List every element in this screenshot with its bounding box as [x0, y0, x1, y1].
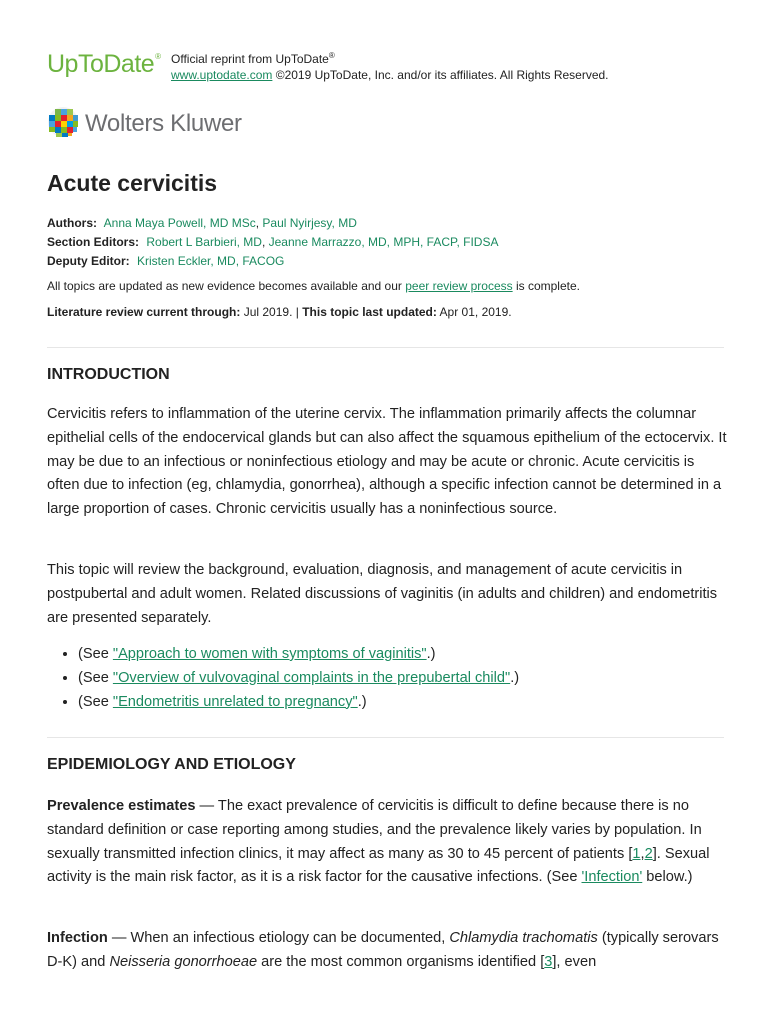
- infection-paragraph: [47, 927, 727, 975]
- prevalence-label: Prevalence estimates: [47, 798, 196, 814]
- last-updated-value: Apr 01, 2019.: [436, 305, 512, 319]
- organism-chlamydia: Chlamydia trachomatis: [449, 930, 598, 946]
- see-prefix: (See: [78, 669, 113, 686]
- see-prefix: (See: [78, 693, 113, 710]
- infection-text-2: (typically serovars D-K) and: [47, 930, 719, 970]
- reference-link-2[interactable]: 2: [644, 845, 653, 862]
- notice-text-end: is complete.: [512, 279, 580, 293]
- lit-review-value: Jul 2019. |: [240, 305, 303, 319]
- infection-text-3: are the most common organisms identified [: [257, 953, 545, 970]
- deputy-editor-label: Deputy Editor:: [47, 254, 130, 268]
- section-editor-link[interactable]: Robert L Barbieri, MD: [146, 235, 262, 249]
- wolters-kluwer-wordmark: Wolters Kluwer: [85, 110, 242, 137]
- infection-section-link[interactable]: 'Infection': [581, 869, 643, 886]
- intro-paragraph-1: Cervicitis refers to inflammation of the uterine cervix. The inflammation primarily affects the columnar epithelial cells of the endocervical glands but can also affect the squamous epithelium of the ectocervix. It may be due to an infectious or noninfectious etiology and may be acute or chronic. Acute cervicitis is often due to infection (eg, chlamydia, gonorrhea), although a specific infection cannot be determined in a large proportion of cases. Chronic cervicitis usually has a noninfectious source.: [47, 406, 727, 518]
- reprint-line: Official reprint from UpToDate: [171, 52, 329, 66]
- see-suffix: .): [357, 693, 367, 710]
- uptodate-site-link[interactable]: www.uptodate.com: [171, 68, 273, 82]
- section-heading-epidemiology: EPIDEMIOLOGY AND ETIOLOGY: [47, 756, 296, 773]
- see-link-prepubertal[interactable]: "Overview of vulvovaginal complaints in the prepubertal child": [112, 669, 511, 686]
- peer-review-link[interactable]: peer review process: [405, 279, 513, 293]
- list-item: [78, 691, 519, 715]
- organism-gonorrhoeae: Neisseria gonorrhoeae: [109, 953, 258, 970]
- page-title: Acute cervicitis: [47, 170, 218, 196]
- author-link[interactable]: Anna Maya Powell, MD MSc: [103, 216, 256, 230]
- deputy-editor-link[interactable]: Kristen Eckler, MD, FACOG: [137, 254, 285, 268]
- intro-paragraph-2: This topic will review the background, evaluation, diagnosis, and management of acute cervicitis in postpubertal and adult women. Related discussions of vaginitis (in adults and children) and endometritis are presented separately.: [47, 562, 718, 626]
- wolters-kluwer-brand: [47, 106, 267, 138]
- reprint-reg-mark: ®: [328, 51, 335, 60]
- prevalence-text: — The exact prevalence of cervicitis is difficult to define because there is no standard definition or case reporting among studies, and the prevalence likely varies by population. In sexually transmitted infection clinics, it may affect as many as 30 to 45 percent of patients [: [47, 798, 702, 862]
- prevalence-paragraph: [47, 795, 727, 890]
- prevalence-text-3: below.): [642, 869, 693, 886]
- reprint-header: [47, 46, 737, 86]
- update-notice: [47, 279, 580, 293]
- author-link[interactable]: Paul Nyirjesy, MD: [262, 216, 357, 230]
- infection-text-4: ], even: [552, 953, 597, 970]
- see-link-vaginitis[interactable]: "Approach to women with symptoms of vaginitis": [112, 646, 427, 662]
- prevalence-text-2: ]. Sexual activity is the main risk factor, as it is a risk factor for the causative infections. (See: [47, 845, 710, 886]
- authors-label: Authors:: [47, 216, 97, 230]
- lit-review-label: Literature review current through:: [47, 305, 241, 319]
- see-suffix: .): [426, 646, 436, 662]
- see-suffix: .): [510, 669, 520, 686]
- reprint-notice: [171, 48, 609, 83]
- section-editors-label: Section Editors:: [47, 235, 140, 249]
- wolters-kluwer-logo-icon: [47, 106, 81, 140]
- divider: [47, 737, 724, 738]
- last-updated-label: This topic last updated:: [302, 305, 437, 319]
- see-also-list: [47, 643, 519, 714]
- reference-link-1[interactable]: 1: [632, 845, 641, 862]
- see-link-endometritis[interactable]: "Endometritis unrelated to pregnancy": [112, 693, 358, 710]
- section-editors-row: Section Editors: Robert L Barbieri, MD, Jeanne Marrazzo, MD, MPH, FACP, FIDSA: [47, 235, 499, 249]
- topic-contributors: [47, 214, 727, 271]
- list-item: [78, 643, 519, 667]
- authors-row: Authors: Anna Maya Powell, MD MSc, Paul Nyirjesy, MD: [47, 216, 357, 230]
- list-item: [78, 667, 519, 691]
- deputy-editor-row: [47, 252, 727, 271]
- infection-text-1: — When an infectious etiology can be documented,: [107, 930, 450, 946]
- ref-separator: ,: [640, 845, 645, 862]
- uptodate-logo: [47, 50, 161, 79]
- section-heading-introduction: INTRODUCTION: [47, 366, 170, 383]
- reference-link-3[interactable]: 3: [544, 953, 553, 970]
- review-dates: [47, 305, 512, 319]
- copyright-text: ©2019 UpToDate, Inc. and/or its affiliates. All Rights Reserved.: [272, 68, 609, 82]
- section-editor-link[interactable]: Jeanne Marrazzo, MD, MPH, FACP, FIDSA: [268, 235, 499, 249]
- divider: [47, 347, 724, 348]
- uptodate-reg-mark: ®: [155, 51, 161, 61]
- notice-text: All topics are updated as new evidence becomes available and our: [47, 279, 406, 293]
- see-prefix: (See: [78, 646, 113, 662]
- infection-label: Infection: [47, 930, 108, 946]
- uptodate-logo-text: UpToDate: [47, 50, 155, 78]
